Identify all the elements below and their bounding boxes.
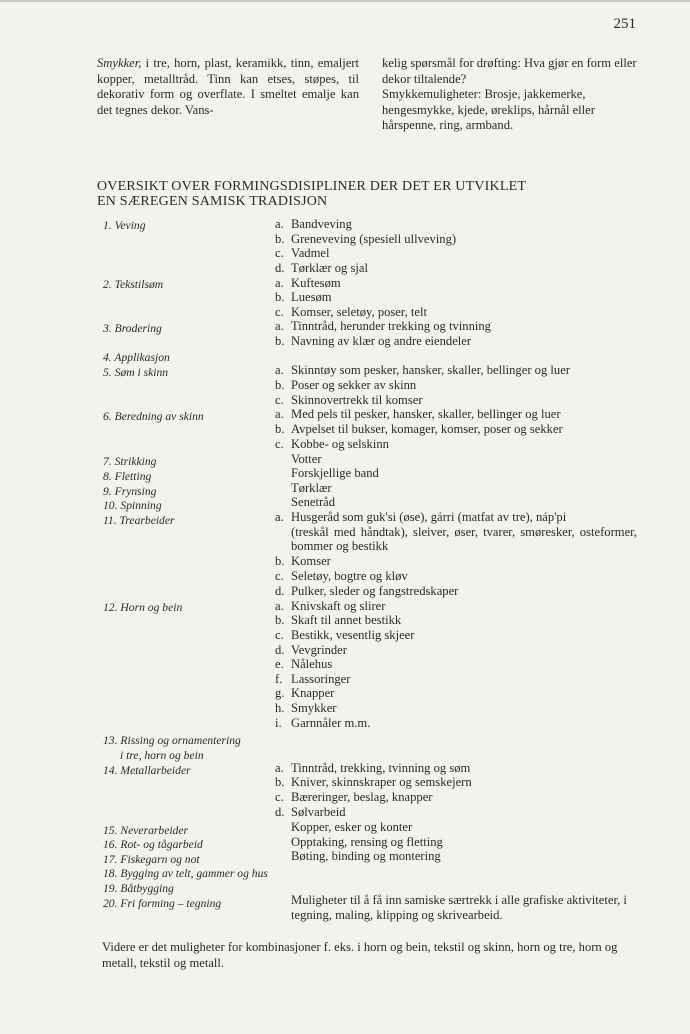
discipline-6: 6. Beredning av skinn [103,410,204,423]
item-row: a. Bandveving [275,217,352,231]
page-number: 251 [613,16,636,32]
discipline-16: 16. Rot- og tågarbeid [103,838,203,851]
item-row: b. Poser og sekker av skinn [275,378,417,392]
item-row: b. Luesøm [275,290,332,304]
discipline-2: 2. Tekstilsøm [103,278,164,291]
item-row: Senetråd [291,495,336,509]
discipline-17: 17. Fiskegarn og not [103,853,200,866]
item-row: f. Lassoringer [275,672,351,686]
discipline-20: 20. Fri forming – tegning [103,897,222,910]
discipline-15: 15. Neverarbeider [103,824,189,837]
discipline-10: 10. Spinning [103,499,162,512]
item-row: d. Vevgrinder [275,643,347,657]
item-row: c. Kobbe- og selskinn [275,437,389,451]
item-row: b. Greneveving (spesiell ullveving) [275,232,457,246]
intro-left-paragraph [97,56,359,118]
item-row: Kopper, esker og konter [291,820,413,834]
item-row: b. Navning av klær og andre eiendeler [275,334,472,348]
item-row: b. Komser [275,554,331,568]
item-row: d. Sølvarbeid [275,805,346,819]
item-row: i. Garnnåler m.m. [275,716,371,730]
item-row: h. Smykker [275,701,337,715]
discipline-18: 18. Bygging av telt, gammer og hus [103,867,268,880]
item-row: b. Skaft til annet bestikk [275,613,402,627]
item-row: c. Vadmel [275,246,330,260]
discipline-4: 4. Applikasjon [103,351,170,364]
item-row: d. Tørklær og sjal [275,261,368,275]
heading-line-2: EN SÆREGEN SAMISK TRADISJON [97,194,328,209]
item-row: c. Bestikk, vesentlig skjeer [275,628,415,642]
discipline-12: 12. Horn og bein [103,601,183,614]
drawing-note: Muligheter til å få inn samiske særtrekk i alle grafiske aktiviteter, i tegning, maling, klipping og skrivearbeid. [291,893,627,922]
item-row: c. Seletøy, bogtre og kløv [275,569,408,583]
intro-left-column [97,56,359,118]
item-row: a. Husgeråd som guk'si (øse), gárri (matfat av tre), náp'pi (treskål med håndtak), sleiver, øser, tvarer, smøresker, osteformer, bommer og bestikk [275,510,637,554]
item-row: a. Tinntråd, herunder trekking og tvinning [275,319,491,333]
intro-lead-word: Smykker, [97,56,142,70]
item-row: g. Knapper [275,686,335,700]
item-row: a. Kuftesøm [275,276,341,290]
item-row: a. Med pels til pesker, hansker, skaller, bellinger og luer [275,407,561,421]
top-rule [0,0,690,2]
intro-right-p2: Smykkemuligheter: Brosje, jakkemerke, hengesmykke, kjede, øreklips, hårnål eller hårspenne, ring, armband. [382,87,595,132]
item-row: Forskjellige band [291,466,379,480]
item-row: Tørklær [291,481,332,495]
item-row: c. Bæreringer, beslag, knapper [275,790,433,804]
intro-right-column [382,56,638,134]
intro-left-text: i tre, horn, plast, keramikk, tinn, emaljert kopper, metalltråd. Tinn kan etses, støpes, til dekorativ form og overflate. I smeltet emalje kan det tegnes dekor. Vans- [97,56,359,117]
intro-right-p1: kelig spørsmål for drøfting: Hva gjør en form eller dekor tiltalende? [382,56,637,86]
discipline-1: 1. Veving [103,219,146,232]
discipline-11: 11. Trearbeider [103,514,175,527]
item-row: Opptaking, rensing og fletting [291,835,443,849]
section-heading [97,179,617,209]
item-row: b. Avpelset til bukser, komager, komser, poser og sekker [275,422,563,436]
item-row: c. Skinnovertrekk til komser [275,393,423,407]
discipline-5: 5. Søm i skinn [103,366,169,379]
discipline-9: 9. Frynsing [103,485,157,498]
item-row: b. Kniver, skinnskraper og semskejern [275,775,472,789]
discipline-3: 3. Brodering [103,322,162,335]
discipline-19: 19. Båtbygging [103,882,174,895]
heading-line-1: OVERSIKT OVER FORMINGSDISIPLINER DER DET ER UTVIKLET [97,179,527,194]
item-row: Bøting, binding og montering [291,849,441,863]
item-row: a. Tinntråd, trekking, tvinning og søm [275,761,471,775]
item-row: a. Knivskaft og slirer [275,599,386,613]
item-row: e. Nålehus [275,657,333,671]
discipline-14: 14. Metallarbeider [103,764,191,777]
discipline-13: 13. Rissing og ornamentering i tre, horn og bein [103,734,241,762]
discipline-7: 7. Strikking [103,455,157,468]
item-row: c. Komser, seletøy, poser, telt [275,305,427,319]
item-row: d. Pulker, sleder og fangstredskaper [275,584,459,598]
footer-paragraph: Videre er det muligheter for kombinasjoner f. eks. i horn og bein, tekstil og skinn, horn og tre, horn og metall, tekstil og metall. [102,940,618,970]
discipline-8: 8. Fletting [103,470,152,483]
item-row: Votter [291,452,322,466]
item-row: a. Skinntøy som pesker, hansker, skaller, bellinger og luer [275,363,570,377]
